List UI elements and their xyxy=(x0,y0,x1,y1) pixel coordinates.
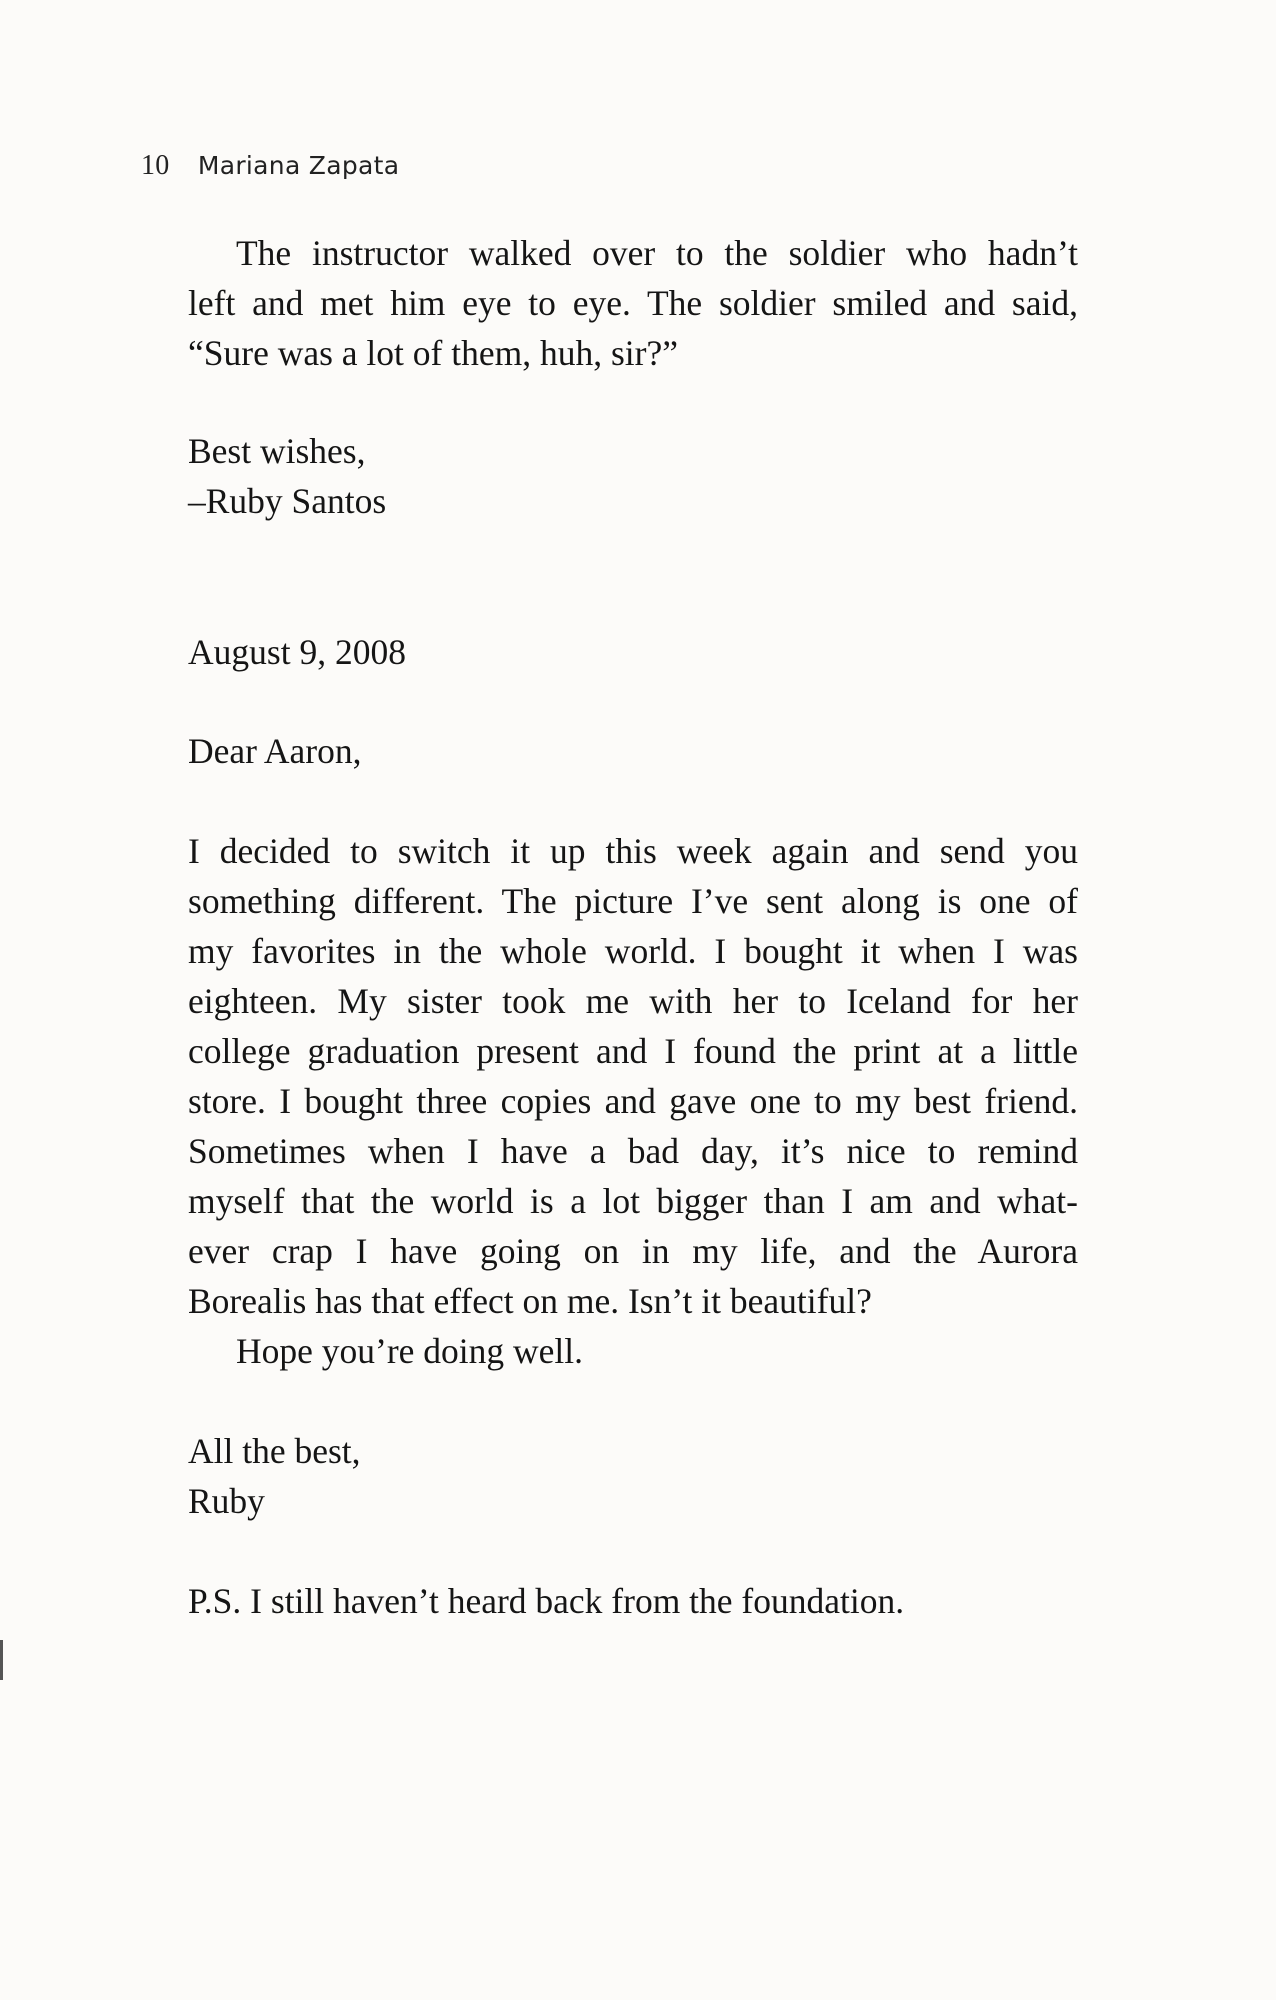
previous-letter-paragraph xyxy=(188,228,1078,378)
body-line: Sometimes when I have a bad day, it’s nice to remind xyxy=(188,1131,1078,1171)
body-line: myself that the world is a lot bigger than I am and what- xyxy=(188,1181,1078,1221)
body-line: Hope you’re doing well. xyxy=(236,1331,584,1371)
author-name: Mariana Zapata xyxy=(197,151,400,180)
page-number: 10 xyxy=(141,150,170,181)
date-text: August 9, 2008 xyxy=(188,632,406,672)
closing-text: All the best, xyxy=(188,1431,361,1471)
body-line: I decided to switch it up this week again and send you xyxy=(188,831,1078,871)
letter-date xyxy=(188,627,1078,677)
previous-letter-signoff xyxy=(188,426,1078,526)
body-line: college graduation present and I found the print at a little xyxy=(188,1031,1078,1071)
signature-text: –Ruby Santos xyxy=(188,481,387,521)
body-line: my favorites in the whole world. I bought it when I was xyxy=(188,931,1078,971)
body-line: eighteen. My sister took me with her to Iceland for her xyxy=(188,981,1078,1021)
paragraph-line: “Sure was a lot of them, huh, sir?” xyxy=(188,333,678,373)
letter-postscript xyxy=(188,1576,1078,1626)
closing-text: Best wishes, xyxy=(188,431,366,471)
letter-body xyxy=(188,826,1078,1376)
salutation-text: Dear Aaron, xyxy=(188,731,362,771)
body-line: ever crap I have going on in my life, and the Aurora xyxy=(188,1231,1078,1271)
paragraph-line: left and met him eye to eye. The soldier smiled and said, xyxy=(188,283,1078,323)
body-line: something different. The picture I’ve sent along is one of xyxy=(188,881,1078,921)
body-line: store. I bought three copies and gave one to my best friend. xyxy=(188,1081,1078,1121)
postscript-text: P.S. I still haven’t heard back from the foundation. xyxy=(188,1581,905,1621)
scan-edge-mark xyxy=(0,1640,3,1680)
body-line: Borealis has that effect on me. Isn’t it beautiful? xyxy=(188,1281,872,1321)
running-head xyxy=(141,150,399,182)
signature-text: Ruby xyxy=(188,1481,265,1521)
paragraph-line: The instructor walked over to the soldier who hadn’t xyxy=(236,233,1078,273)
letter-signoff xyxy=(188,1426,1078,1526)
letter-salutation xyxy=(188,726,1078,776)
